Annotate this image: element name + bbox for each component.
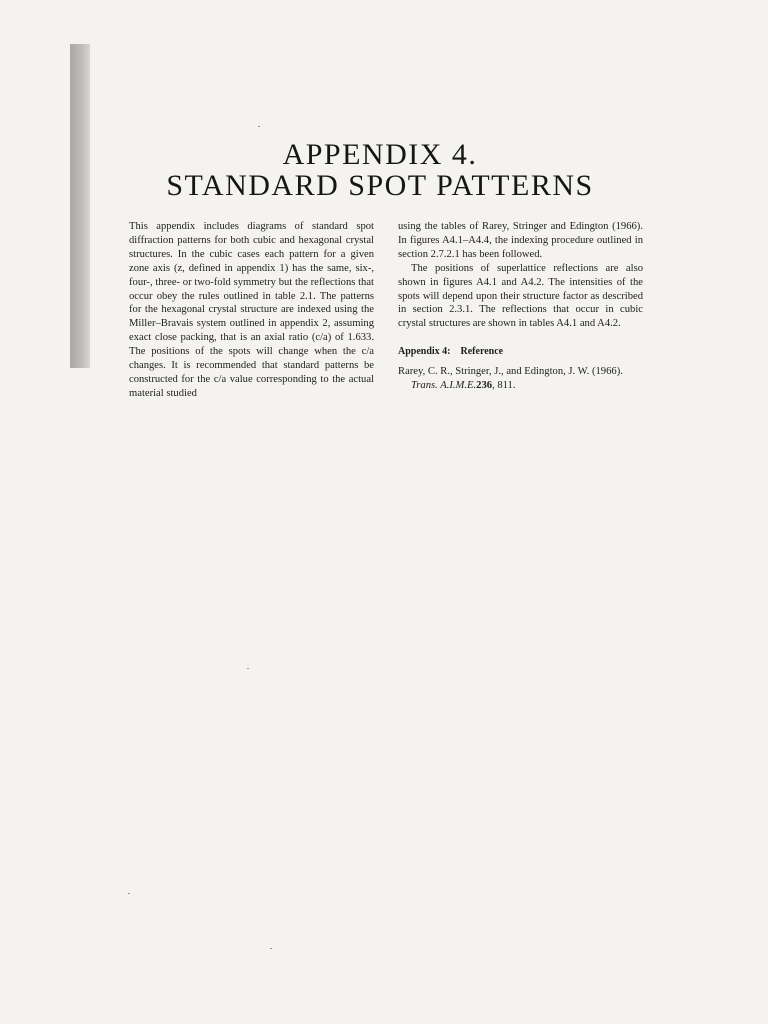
reference-title: Reference bbox=[460, 346, 504, 358]
body-paragraph-right-1: using the tables of Rarey, Stringer and Edington (1966). In figures A4.1–A4.4, the indexing procedure outlined in section 2.7.2.1 has been followed. bbox=[398, 221, 643, 260]
reference-pages: , 811. bbox=[492, 380, 516, 392]
scan-speck bbox=[270, 948, 272, 949]
scan-speck bbox=[258, 126, 260, 127]
appendix-title-heading: STANDARD SPOT PATTERNS bbox=[166, 169, 594, 202]
reference-heading bbox=[398, 345, 643, 359]
body-paragraph-right-2: The positions of superlattice reflections are also shown in figures A4.1 and A4.2. The intensities of the spots will depend upon their structure factor as described in section 2.3.1. The reflections that occur in cubic crystal structures are shown in tables A4.1 and A4.2. bbox=[398, 262, 643, 330]
reference-volume: 236 bbox=[476, 380, 493, 392]
left-column bbox=[129, 220, 374, 401]
page-edge-shadow bbox=[70, 44, 90, 368]
reference-authors: Rarey, C. R., Stringer, J., and Edington, J. W. (1966). bbox=[398, 366, 623, 378]
reference-journal: Trans. A.I.M.E. bbox=[411, 380, 477, 392]
right-column bbox=[398, 220, 643, 393]
reference-entry bbox=[398, 365, 643, 393]
appendix-number-heading: APPENDIX 4. bbox=[282, 138, 478, 171]
body-paragraph-left: This appendix includes diagrams of standard spot diffraction patterns for both cubic and hexagonal crystal structures. In the cubic cases each pattern for a given zone axis (z, defined in appendix 1) has the same, six-, four-, three- or two-fold symmetry but the reflections that occur obey the rules outlined in table 2.1. The patterns for the hexagonal crystal structure are indexed using the Miller–Bravais system outlined in appendix 2, assuming exact close packing, that is an axial ratio (c/a) of 1.633. The positions of the spots will change when the c/a changes. It is recommended that standard patterns be constructed for the c/a value corresponding to the actual material studied bbox=[129, 221, 374, 399]
scan-speck bbox=[128, 893, 130, 894]
reference-label: Appendix 4: bbox=[398, 346, 451, 358]
scan-speck bbox=[247, 668, 249, 669]
